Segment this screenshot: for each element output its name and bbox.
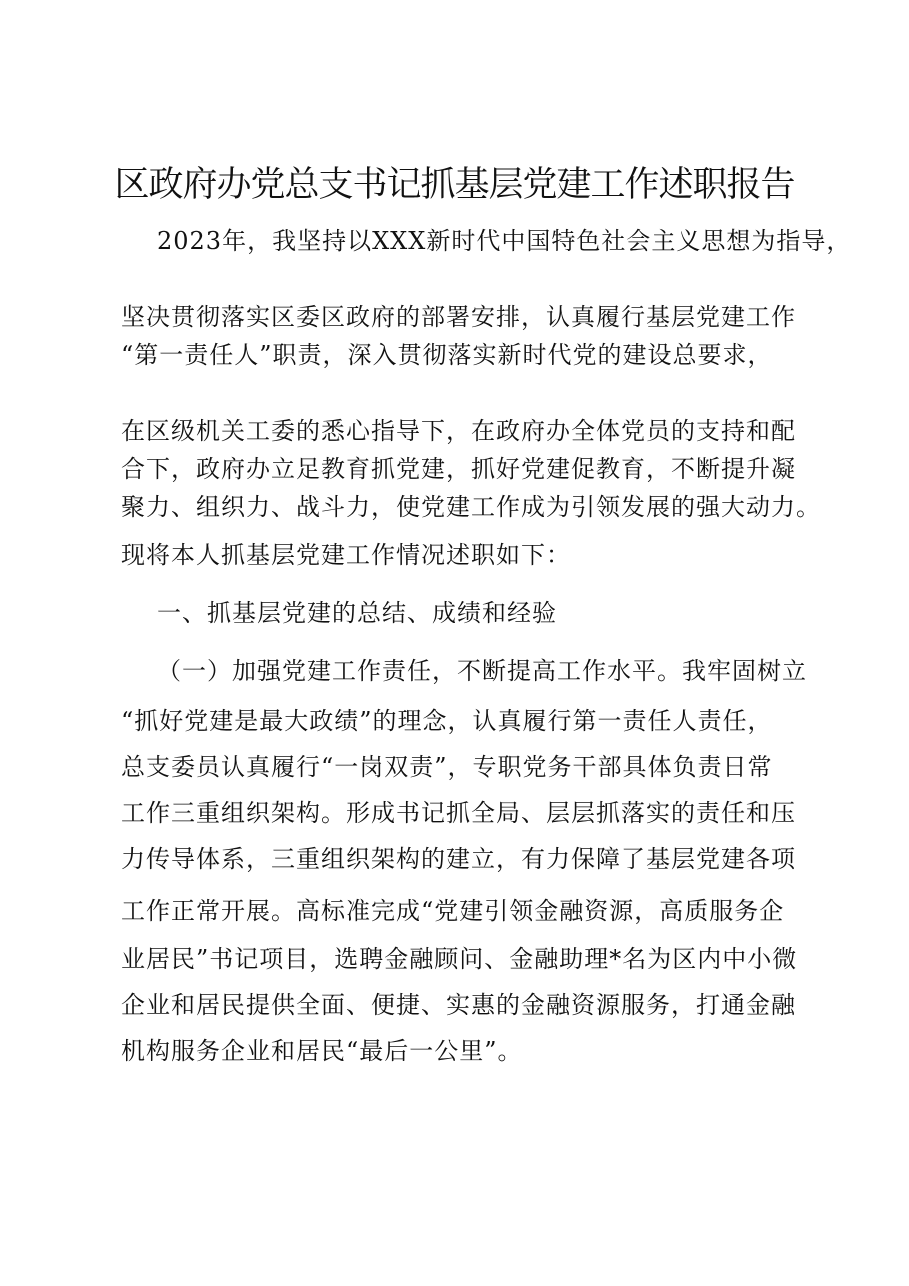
paragraph-line: 总支委员认真履行“一岗双责”，专职党务干部具体负责日常: [121, 753, 773, 781]
paragraph-line: （一）加强党建工作责任，不断提高工作水平。我牢固树立: [157, 657, 807, 685]
paragraph-line: 坚决贯彻落实区委区政府的部署安排，认真履行基层党建工作: [121, 303, 796, 331]
paragraph-line: “第一责任人”职责，深入贯彻落实新时代党的建设总要求，: [121, 341, 773, 369]
paragraph-line: 在区级机关工委的悉心指导下，在政府办全体党员的支持和配: [121, 417, 796, 445]
paragraph-line: 合下，政府办立足教育抓党建，抓好党建促教育，不断提升凝: [121, 455, 796, 483]
paragraph-line: 业居民”书记项目，选聘金融顾问、金融助理*名为区内中小微: [121, 945, 798, 973]
paragraph-line: “抓好党建是最大政绩”的理念，认真履行第一责任人责任，: [121, 707, 773, 735]
paragraph-line: 机构服务企业和居民“最后一公里”。: [121, 1037, 523, 1065]
paragraph-line: 力传导体系，三重组织架构的建立，有力保障了基层党建各项: [121, 845, 796, 873]
paragraph-line: 现将本人抓基层党建工作情况述职如下：: [121, 541, 571, 569]
paragraph-line: 2023年，我坚持以XXX新时代中国特色社会主义思想为指导，: [157, 227, 852, 255]
paragraph-line: 企业和居民提供全面、便捷、实惠的金融资源服务，打通金融: [121, 991, 796, 1019]
paragraph-line: 工作三重组织架构。形成书记抓全局、层层抓落实的责任和压: [121, 799, 796, 827]
section-heading: 一、抓基层党建的总结、成绩和经验: [157, 599, 557, 627]
paragraph-line: 工作正常开展。高标准完成“党建引领金融资源，高质服务企: [121, 897, 785, 925]
document-title: 区政府办党总支书记抓基层党建工作述职报告: [114, 165, 795, 205]
paragraph-line: 聚力、组织力、战斗力，使党建工作成为引领发展的强大动力。: [121, 493, 821, 521]
